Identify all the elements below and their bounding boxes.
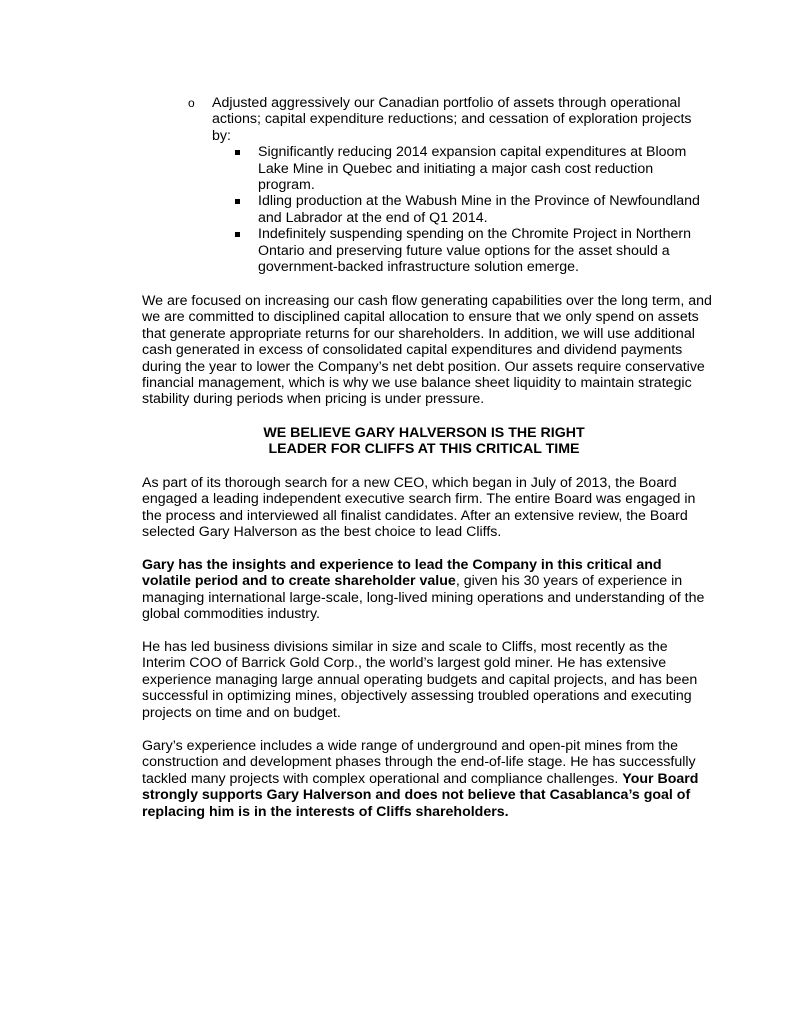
list-item-text: Idling production at the Wabush Mine in the Province of Newfoundland and Labrador at the end of Q1 2014. [258,193,700,226]
paragraph-insights [142,557,712,623]
sub-bullet-item [188,95,708,275]
sub-bullet-text: Adjusted aggressively our Canadian portfolio of assets through operational actions; capital expenditure reductions; and cessation of exploration projects by: [212,95,692,144]
list-item [222,144,708,193]
nested-bullet-list [222,144,708,275]
paragraph-divisions: He has led business divisions similar in size and scale to Cliffs, most recently as the Interim COO of Barrick Gold Corp., the world’s largest gold miner. He has extensive experience managing large annual operating budgets and capital projects, and has been successful in optimizing mines, objectively assessing troubled operations and executing projects on time and on budget. [142,639,698,721]
paragraph-text: Gary’s experience includes a wide range of underground and open-pit mines from the construction and development phases through the end-of-life stage. He has successfully tackled many projects with complex operational and compliance challenges. [142,738,696,787]
paragraph-text: , given his 30 years of experience in managing international large-scale, long-lived mining operations and understanding of the global commodities industry. [142,573,705,623]
heading-line: WE BELIEVE GARY HALVERSON IS THE RIGHT [263,425,585,441]
square-bullet-icon [235,199,240,204]
list-item [222,193,708,226]
bold-statement: Your Board strongly supports Gary Halverson and does not believe that Casablanca’s goal of replacing him is in the interests of Cliffs shareholders. [142,770,699,820]
paragraph-ceo-search: As part of its thorough search for a new CEO, which began in July of 2013, the Board engaged a leading independent executive search firm. The entire Board was engaged in the process and interviewed all finalist candidates. After an extensive review, the Board selected Gary Halverson as the best choice to lead Cliffs. [142,475,696,541]
paragraph-cash-flow: We are focused on increasing our cash flow generating capabilities over the long term, and we are committed to disciplined capital allocation to ensure that we only spend on assets that generate appropriate returns for our shareholders. In addition, we will use additional cash generated in excess of consolidated capital expenditures and dividend payments during the year to lower the Company’s net debt position. Our assets require conservative financial management, which is why we use balance sheet liquidity to maintain strategic stability during periods when pricing is under pressure. [142,293,712,408]
section-heading [142,425,706,458]
square-bullet-icon [235,232,240,237]
list-item [222,226,708,275]
list-item-text: Significantly reducing 2014 expansion capital expenditures at Bloom Lake Mine in Quebec and initiating a major cash cost reduction program. [258,144,687,194]
bold-statement: Gary has the insights and experience to lead the Company in this critical and volatile period and to create shareholder value [142,557,662,590]
hollow-circle-bullet-icon: o [188,96,195,110]
list-item-text: Indefinitely suspending spending on the Chromite Project in Northern Ontario and preserving future value options for the asset should a government-backed infrastructure solution emerge. [258,226,691,276]
heading-line: LEADER FOR CLIFFS AT THIS CRITICAL TIME [268,441,580,458]
paragraph-experience [142,738,712,820]
square-bullet-icon [235,150,240,155]
